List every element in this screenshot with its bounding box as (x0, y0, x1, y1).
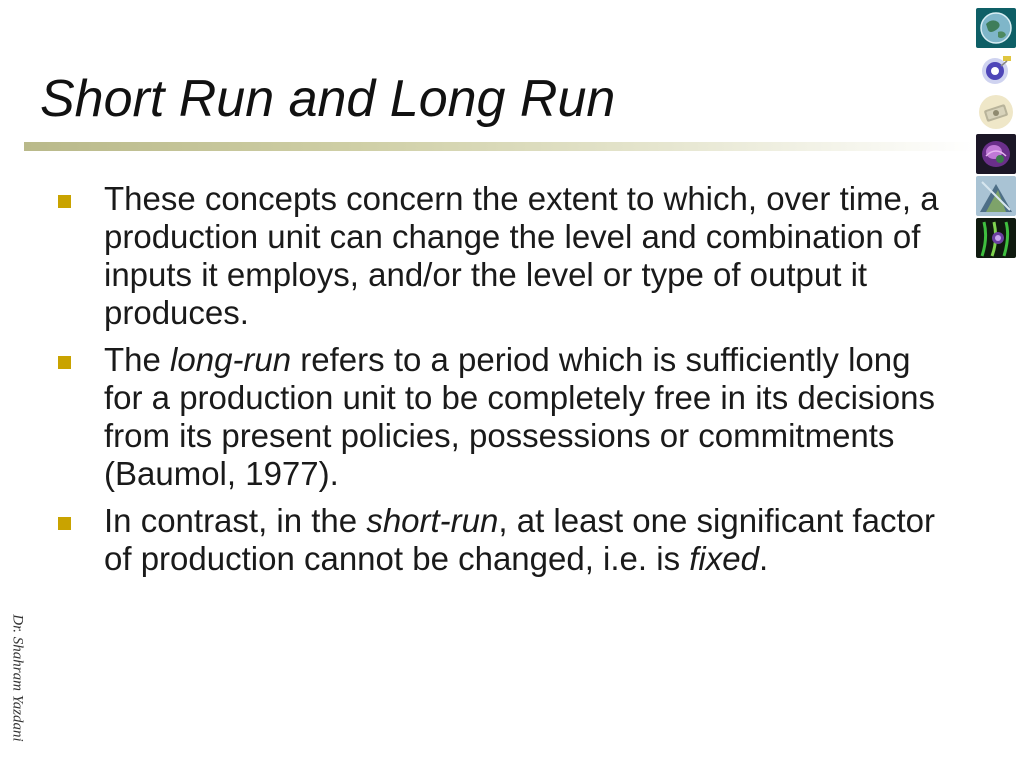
molecule-icon (976, 176, 1016, 216)
globe-icon (976, 8, 1016, 48)
brain-scan-icon (976, 134, 1016, 174)
bullet-text: These concepts concern the extent to which, over time, a production unit can change the level and combination of inputs it employs, and/or the level or type of output it produces. (104, 180, 939, 331)
emphasis-term: fixed (689, 540, 759, 577)
decorative-thumbnail-strip (976, 8, 1016, 260)
emphasis-term: short-run (366, 502, 499, 539)
bullet-square-icon (58, 195, 71, 208)
money-icon (976, 92, 1016, 132)
radio-icon (976, 50, 1016, 90)
bullet-item (56, 502, 956, 578)
bullet-square-icon (58, 517, 71, 530)
bullet-list (56, 180, 956, 587)
title-underline (24, 142, 974, 151)
microscope-icon (976, 218, 1016, 258)
emphasis-term: long-run (170, 341, 292, 378)
bullet-text: In contrast, in the short-run, at least one significant factor of production cannot be changed, i.e. is fixed. (104, 502, 935, 577)
author-credit: Dr. Shahram Yazdani (9, 614, 26, 742)
bullet-square-icon (58, 356, 71, 369)
slide-title: Short Run and Long Run (40, 70, 616, 128)
bullet-text: The long-run refers to a period which is sufficiently long for a production unit to be completely free in its decisions from its present policies, possessions or commitments (Baumol, 1977). (104, 341, 935, 492)
bullet-item (56, 341, 956, 493)
bullet-item (56, 180, 956, 332)
